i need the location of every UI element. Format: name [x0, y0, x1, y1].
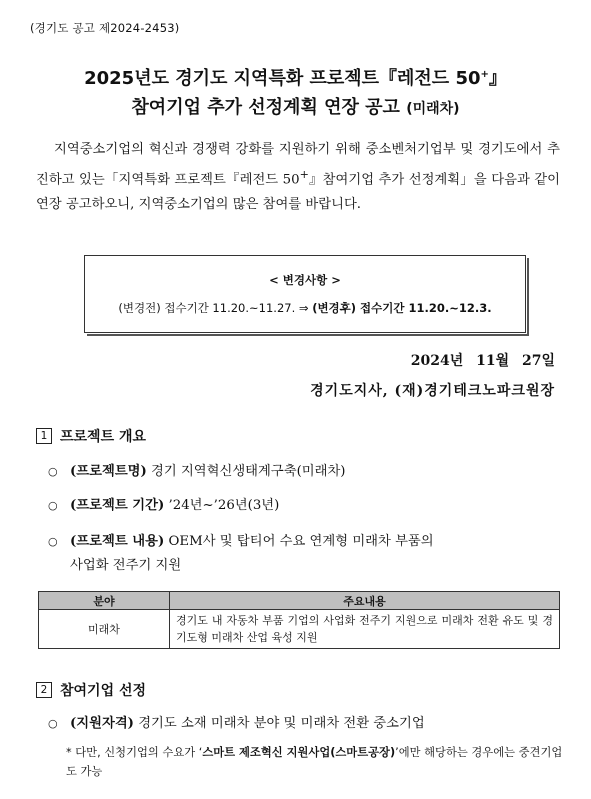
change-arrow-icon: ⇒ — [298, 301, 309, 315]
table-cell-content: 경기도 내 자동차 부품 기업의 사업화 전주기 지원으로 미래차 전환 유도 및 경기도형 미래차 산업 육성 지원 — [170, 610, 560, 649]
intro-part-1: 지역중소기업의 혁신과 경쟁력 강화를 지원하기 위해 중소벤처기업부 및 경기도에서 추진하고 있는「지역특화 프로젝트『레전드 50 — [36, 142, 560, 188]
eligibility-footnote — [66, 743, 566, 781]
table-row — [39, 610, 560, 649]
section-1-heading — [36, 426, 146, 446]
project-content-label: (프로젝트 내용) — [70, 534, 165, 549]
eligibility-item — [48, 712, 425, 731]
project-period-value: ’24년~’26년(3년) — [168, 498, 280, 513]
project-content-item — [48, 530, 564, 578]
title-line-2-text: 참여기업 추가 선정계획 연장 공고 — [131, 97, 400, 118]
section-1-number: 1 — [36, 428, 52, 444]
notice-number: (경기도 공고 제2024-2453) — [30, 21, 180, 35]
section-2-number: 2 — [36, 682, 52, 698]
bullet-circle-icon: ○ — [48, 465, 58, 478]
project-name-label: (프로젝트명) — [70, 464, 147, 479]
table-header-field: 분야 — [39, 592, 170, 610]
change-notice-line — [85, 300, 525, 316]
title-line-1-text: 2025년도 경기도 지역특화 프로젝트『레전드 50 — [84, 68, 481, 89]
issuing-organization: 경기도지사, (재)경기테크노파크원장 — [310, 383, 555, 399]
project-content-value-2: 사업화 전주기 지원 — [70, 558, 182, 573]
table-header-content: 주요내용 — [170, 592, 560, 610]
project-table — [38, 591, 560, 649]
footnote-prefix: * 다만, 신청기업의 수요가 ‘ — [66, 746, 203, 759]
eligibility-label: (지원자격) — [70, 716, 134, 731]
eligibility-value: 경기도 소재 미래차 분야 및 미래차 전환 중소기업 — [138, 716, 425, 731]
change-before: (변경전) 접수기간 11.20.~11.27. — [118, 301, 296, 315]
project-name-value: 경기 지역혁신생태계구축(미래차) — [151, 464, 346, 479]
intro-superscript: + — [299, 168, 309, 181]
title-superscript: + — [480, 69, 489, 80]
change-notice-box — [84, 255, 526, 333]
title-line-1-end: 』 — [488, 68, 507, 89]
footnote-bold: 스마트 제조혁신 지원사업(스마트공장) — [202, 746, 396, 759]
intro-part-2: 』참여기업 추가 선정계획」을 다음과 같이 연장 공고하오니, 지역중소기업의 많은 참여를 바랍니다. — [36, 172, 560, 213]
notice-date: 2024년 11월 27일 — [410, 353, 555, 369]
project-name-item — [48, 460, 345, 479]
table-header-row — [39, 592, 560, 610]
table-cell-field: 미래차 — [39, 610, 170, 649]
title-line-2 — [0, 93, 591, 119]
change-after: (변경후) 접수기간 11.20.~12.3. — [312, 301, 492, 315]
intro-paragraph — [36, 137, 560, 217]
project-period-label: (프로젝트 기간) — [70, 498, 165, 513]
section-2-heading — [36, 680, 146, 700]
bullet-circle-icon: ○ — [48, 535, 58, 548]
title-line-2-suffix: (미래차) — [406, 101, 460, 117]
section-1-title: 프로젝트 개요 — [60, 429, 147, 445]
bullet-circle-icon: ○ — [48, 717, 58, 730]
change-notice-title: < 변경사항 > — [269, 273, 341, 287]
section-2-title: 참여기업 선정 — [60, 683, 147, 699]
bullet-circle-icon: ○ — [48, 499, 58, 512]
footnote-suffix: ’에만 해당하는 경우에는 중견기업도 가능 — [66, 746, 563, 778]
title-line-1 — [0, 64, 591, 90]
project-content-value: OEM사 및 탑티어 수요 연계형 미래차 부품의 — [168, 534, 434, 549]
project-period-item — [48, 494, 279, 513]
